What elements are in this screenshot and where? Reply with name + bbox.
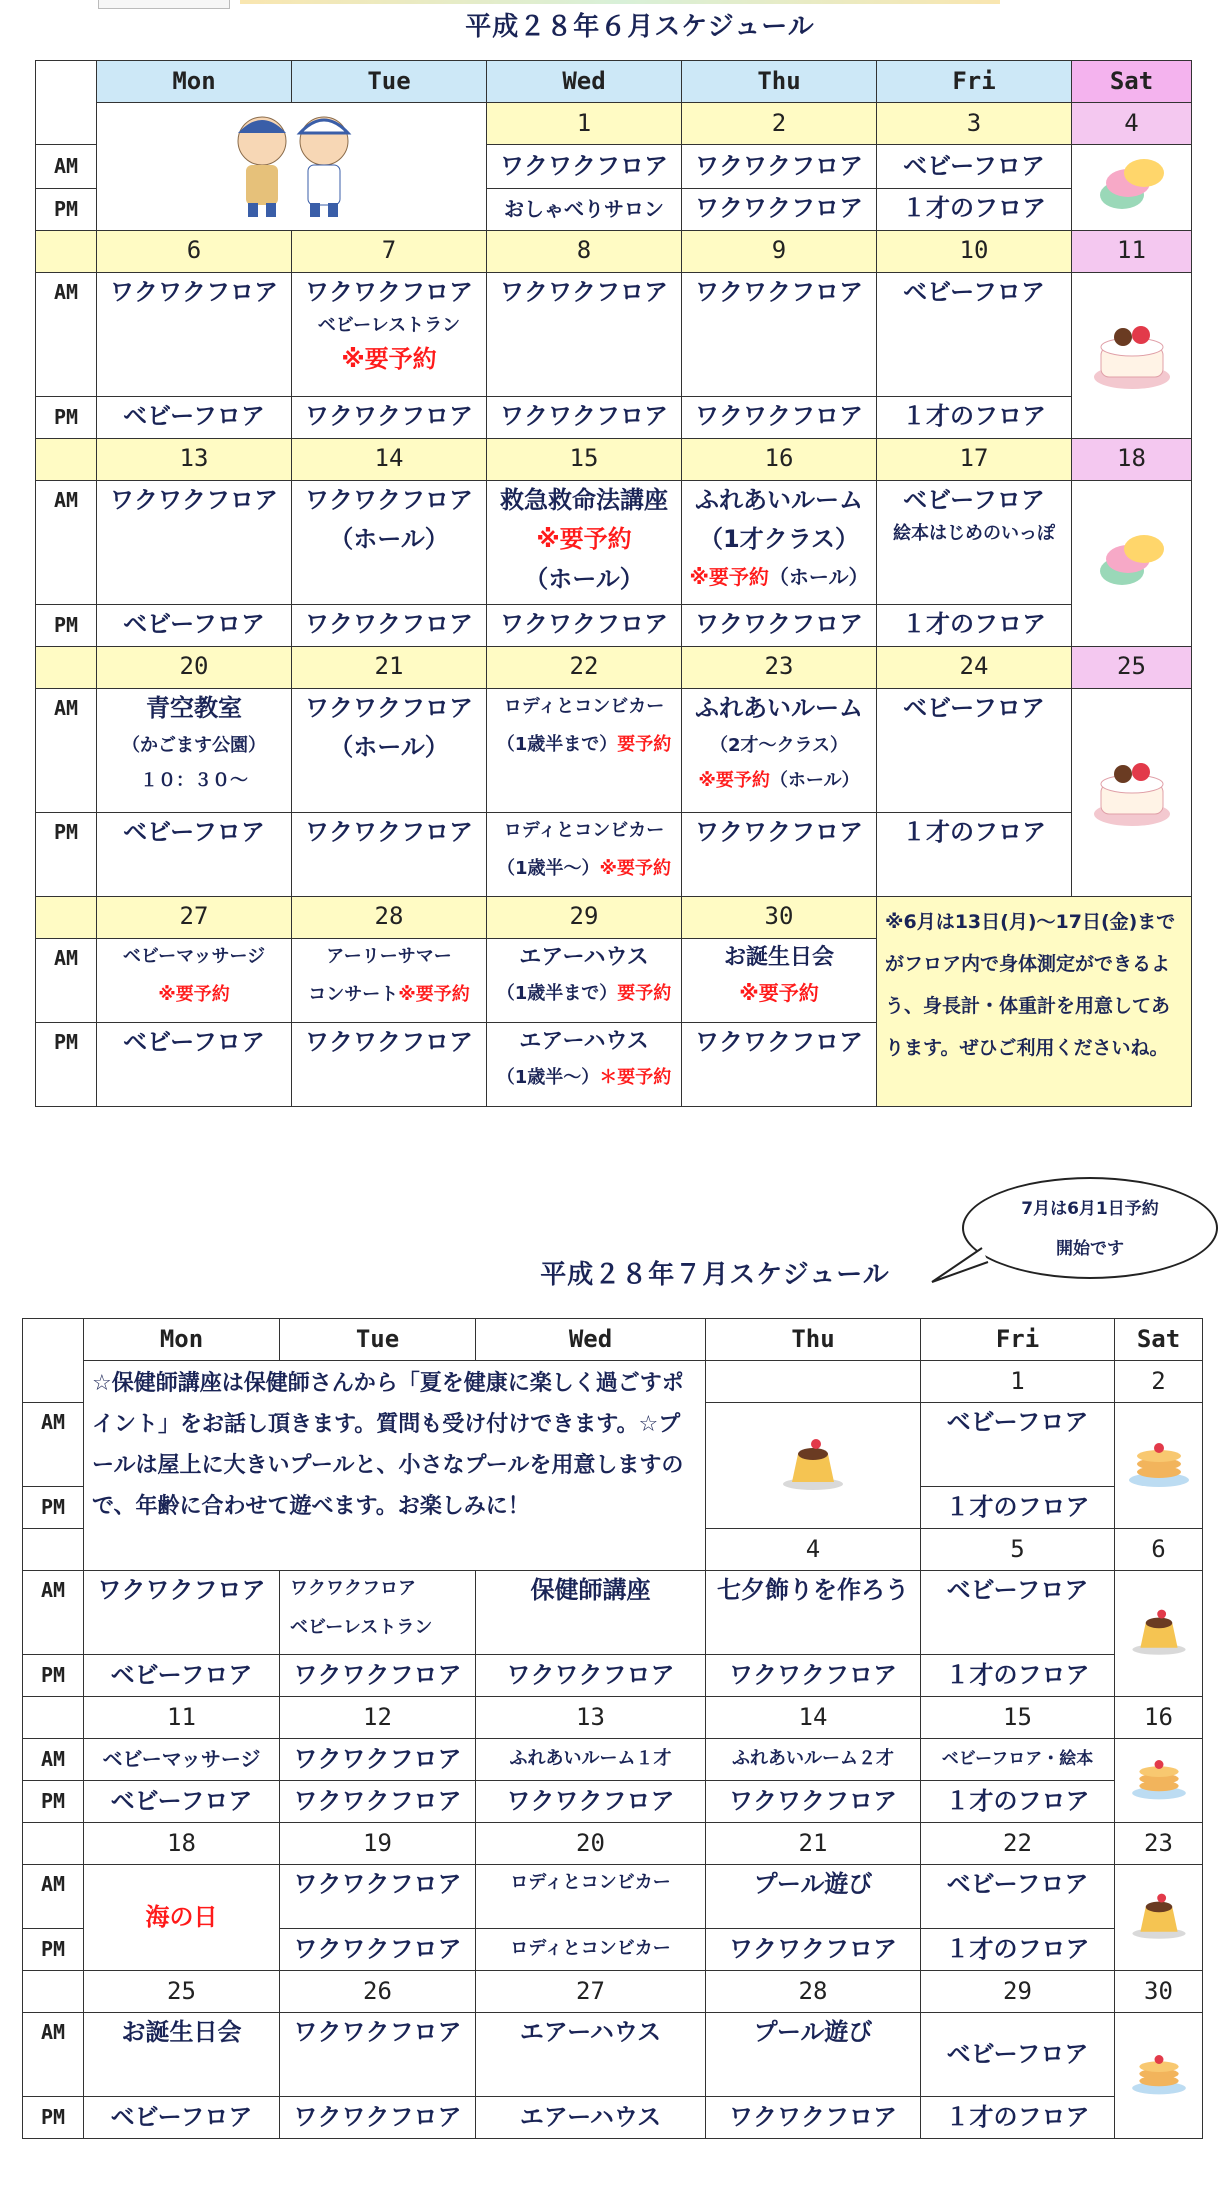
header-mon: Mon	[84, 1319, 280, 1361]
day-19: 19	[280, 1823, 476, 1865]
day-21: 21	[706, 1823, 921, 1865]
event-cell	[487, 1022, 682, 1106]
event-line: （1歳半まで）	[496, 982, 618, 1004]
day-4: 4	[706, 1529, 921, 1571]
reservation-note: 要予約	[617, 734, 672, 756]
event-cell: １才のフロア	[921, 1487, 1115, 1529]
bubble-line: 開始です	[1056, 1239, 1124, 1259]
holiday-cell: 海の日	[84, 1865, 280, 1971]
day-9: 9	[682, 230, 877, 272]
event-cell: ワクワクフロア	[292, 812, 487, 896]
event-cell: ベビーフロア	[921, 1403, 1115, 1487]
event-line: （ホール）	[769, 769, 860, 791]
day-20: 20	[97, 646, 292, 688]
event-cell: ワクワクフロア	[682, 188, 877, 230]
pm-label: PM	[23, 1655, 84, 1697]
pancake-cell	[1115, 1403, 1203, 1529]
macaron-icon	[1092, 527, 1172, 593]
event-cell: エアーハウス	[476, 2013, 706, 2097]
event-cell: ベビーフロア	[877, 688, 1072, 812]
event-cell: ワクワクフロア	[682, 145, 877, 189]
event-line: ベビーマッサージ	[122, 945, 266, 967]
event-cell: ベビーフロア	[921, 2013, 1115, 2097]
day-16: 16	[682, 438, 877, 480]
day-30: 30	[1115, 1971, 1203, 2013]
event-line: （2才～クラス）	[710, 735, 848, 757]
day-26: 26	[280, 1971, 476, 2013]
header-tue: Tue	[292, 61, 487, 103]
header-fri: Fri	[877, 61, 1072, 103]
macaron-icon	[1092, 151, 1172, 217]
header-thu: Thu	[706, 1319, 921, 1361]
event-cell: ワクワクフロア	[487, 272, 682, 396]
event-line: （ホール）	[524, 564, 644, 593]
bubble-tail-icon	[930, 1240, 990, 1290]
pudding-cell	[1115, 1865, 1203, 1971]
day-14: 14	[292, 438, 487, 480]
event-cell: ベビーフロア	[97, 1022, 292, 1106]
event-cell: ワクワクフロア	[97, 480, 292, 604]
reservation-note: ＊要予約	[599, 1066, 672, 1088]
pm-label: PM	[23, 2097, 84, 2139]
kids-illustration-cell	[97, 103, 487, 231]
cake-icon	[1089, 744, 1175, 834]
event-cell: ベビーフロア	[921, 1571, 1115, 1655]
event-cell: ワクワクフロア	[682, 1022, 877, 1106]
empty-cell	[706, 1361, 921, 1403]
event-cell: ベビーフロア	[84, 2097, 280, 2139]
day-13: 13	[97, 438, 292, 480]
event-cell	[487, 480, 682, 604]
day-23: 23	[1115, 1823, 1203, 1865]
event-cell: ワクワクフロア	[487, 396, 682, 438]
day-20: 20	[476, 1823, 706, 1865]
event-line: （かごます公園）	[122, 735, 266, 757]
reservation-note: ※要予約	[689, 564, 769, 589]
day-21: 21	[292, 646, 487, 688]
event-line: 絵本はじめのいっぽ	[893, 523, 1055, 545]
event-cell: ワクワクフロア	[97, 272, 292, 396]
event-line: お誕生日会	[723, 944, 834, 970]
day-22: 22	[921, 1823, 1115, 1865]
header-wed: Wed	[476, 1319, 706, 1361]
header-sat: Sat	[1115, 1319, 1203, 1361]
event-line: ワクワクフロア	[305, 277, 473, 306]
event-cell: おしゃべりサロン	[487, 188, 682, 230]
event-line: エアーハウス	[519, 1028, 649, 1054]
pm-label: PM	[36, 604, 97, 646]
reservation-bubble	[962, 1177, 1218, 1279]
event-cell: ワクワクフロア	[476, 1655, 706, 1697]
day-1: 1	[487, 103, 682, 145]
day-27: 27	[97, 896, 292, 938]
day-22: 22	[487, 646, 682, 688]
day-18: 18	[84, 1823, 280, 1865]
week-num-blank	[36, 438, 97, 480]
pudding-icon	[1128, 1602, 1190, 1658]
event-line: （ホール）	[329, 733, 449, 762]
event-cell: ワクワクフロア	[280, 1655, 476, 1697]
july-calendar	[22, 1318, 1203, 2139]
event-cell: ワクワクフロア	[706, 2097, 921, 2139]
day-25: 25	[1072, 646, 1192, 688]
am-label: AM	[23, 1403, 84, 1487]
day-14: 14	[706, 1697, 921, 1739]
am-label: AM	[23, 2013, 84, 2097]
event-cell: ワクワクフロア	[280, 2097, 476, 2139]
event-cell: １才のフロア	[921, 1655, 1115, 1697]
event-cell	[292, 938, 487, 1022]
event-cell: ベビーフロア・絵本	[921, 1739, 1115, 1781]
event-cell: ワクワクフロア	[476, 1781, 706, 1823]
day-25: 25	[84, 1971, 280, 2013]
event-line: 青空教室	[146, 693, 242, 722]
event-cell: エアーハウス	[476, 2097, 706, 2139]
day-1: 1	[921, 1361, 1115, 1403]
am-label: AM	[23, 1739, 84, 1781]
header-fri: Fri	[921, 1319, 1115, 1361]
bubble-line: 7月は6月1日予約	[1021, 1199, 1159, 1219]
reservation-note: ※要予約	[599, 858, 672, 880]
day-17: 17	[877, 438, 1072, 480]
pudding-icon	[1128, 1886, 1190, 1942]
event-cell: 保健師講座	[476, 1571, 706, 1655]
event-cell: ワクワクフロア	[280, 1865, 476, 1929]
event-cell: ワクワクフロア	[487, 604, 682, 646]
event-cell: プール遊び	[706, 2013, 921, 2097]
event-cell: ワクワクフロア	[292, 396, 487, 438]
event-line: ベビーレストラン	[317, 315, 461, 337]
reservation-note: ※要予約	[158, 984, 230, 1006]
am-label: AM	[36, 938, 97, 1022]
pudding-icon	[778, 1432, 848, 1492]
event-cell	[682, 688, 877, 812]
event-cell: ふれあいルーム２才	[706, 1739, 921, 1781]
event-cell: ベビーフロア	[84, 1655, 280, 1697]
pancake-icon	[1127, 1434, 1191, 1490]
day-29: 29	[921, 1971, 1115, 2013]
week-num-blank	[36, 646, 97, 688]
pm-label: PM	[23, 1929, 84, 1971]
event-line: １０：３０～	[140, 769, 248, 791]
week-num-blank	[23, 1823, 84, 1865]
event-cell: １才のフロア	[877, 188, 1072, 230]
event-cell: ロディとコンビカー	[476, 1929, 706, 1971]
day-15: 15	[487, 438, 682, 480]
event-line: ふれあいルーム	[695, 693, 863, 722]
day-7: 7	[292, 230, 487, 272]
corner-cell	[36, 61, 97, 145]
day-28: 28	[292, 896, 487, 938]
event-cell: １才のフロア	[877, 396, 1072, 438]
header-sat: Sat	[1072, 61, 1192, 103]
reservation-note: ※要予約	[739, 980, 819, 1005]
event-cell: ベビーフロア	[84, 1781, 280, 1823]
cake-icon	[1089, 307, 1175, 397]
reservation-note: 要予約	[617, 982, 672, 1004]
event-line: ロディとコンビカー	[503, 819, 665, 841]
event-cell: ワクワクフロア	[280, 1739, 476, 1781]
pudding-cell	[1115, 1571, 1203, 1697]
event-cell	[487, 938, 682, 1022]
day-23: 23	[682, 646, 877, 688]
event-cell: ベビーフロア	[97, 812, 292, 896]
week-num-blank	[23, 1971, 84, 2013]
week-num-blank	[36, 230, 97, 272]
event-cell: ワクワクフロア	[487, 145, 682, 189]
event-line: （1歳半まで）	[496, 734, 618, 756]
day-27: 27	[476, 1971, 706, 2013]
pm-label: PM	[36, 188, 97, 230]
event-line: ワクワクフロア	[305, 485, 473, 514]
event-line: ベビーレストラン	[290, 1616, 433, 1638]
event-cell: ワクワクフロア	[682, 604, 877, 646]
event-cell: ロディとコンビカー	[476, 1865, 706, 1929]
corner-cell	[23, 1319, 84, 1403]
event-cell: ワクワクフロア	[706, 1929, 921, 1971]
event-line: （ホール）	[329, 525, 449, 554]
event-cell: １才のフロア	[877, 812, 1072, 896]
day-28: 28	[706, 1971, 921, 2013]
event-cell	[292, 272, 487, 396]
day-16: 16	[1115, 1697, 1203, 1739]
june-title: 平成２８年６月スケジュール	[465, 12, 815, 42]
day-29: 29	[487, 896, 682, 938]
event-cell: ワクワクフロア	[706, 1781, 921, 1823]
event-cell	[97, 938, 292, 1022]
day-24: 24	[877, 646, 1072, 688]
event-cell: ワクワクフロア	[292, 604, 487, 646]
event-cell	[877, 480, 1072, 604]
event-cell	[682, 480, 877, 604]
event-line: （1歳半～）	[496, 1066, 600, 1088]
week-num-blank	[23, 1529, 84, 1571]
event-line: ワクワクフロア	[290, 1578, 416, 1599]
july-info-note: ☆保健師講座は保健師さんから「夏を健康に楽しく過ごすポイント」をお話し頂きます。質問も受け付けできます。☆プールは屋上に大きいプールと、小さなプールを用意しますので、年齢に合わせて遊べます。お楽しみに！	[84, 1361, 706, 1571]
event-line: （ホール）	[768, 564, 869, 589]
day-2: 2	[1115, 1361, 1203, 1403]
day-4: 4	[1072, 103, 1192, 145]
event-line: ベビーフロア	[903, 485, 1045, 514]
event-cell: ベビーフロア	[97, 396, 292, 438]
event-cell: ベビーフロア	[921, 1865, 1115, 1929]
event-cell	[682, 938, 877, 1022]
am-label: AM	[23, 1865, 84, 1929]
event-line: （1歳半～）	[496, 858, 600, 880]
cake-cell	[1072, 688, 1192, 896]
event-cell: ベビーマッサージ	[84, 1739, 280, 1781]
event-cell: １才のフロア	[921, 2097, 1115, 2139]
am-label: AM	[23, 1571, 84, 1655]
event-cell: ワクワクフロア	[682, 396, 877, 438]
event-line: エアーハウス	[519, 944, 649, 970]
event-cell	[292, 480, 487, 604]
day-6: 6	[97, 230, 292, 272]
event-cell: プール遊び	[706, 1865, 921, 1929]
am-label: AM	[36, 688, 97, 812]
pm-label: PM	[23, 1487, 84, 1529]
header-mon: Mon	[97, 61, 292, 103]
event-cell: ワクワクフロア	[706, 1655, 921, 1697]
event-cell	[487, 812, 682, 896]
day-5: 5	[921, 1529, 1115, 1571]
day-15: 15	[921, 1697, 1115, 1739]
event-cell: ワクワクフロア	[682, 272, 877, 396]
event-cell: ワクワクフロア	[292, 1022, 487, 1106]
event-cell: １才のフロア	[921, 1781, 1115, 1823]
event-line: アーリーサマー	[326, 945, 452, 967]
june-calendar	[35, 60, 1192, 1107]
event-cell: 七夕飾りを作ろう	[706, 1571, 921, 1655]
top-decoration-stripe	[240, 0, 1000, 4]
event-cell: ワクワクフロア	[280, 1929, 476, 1971]
day-12: 12	[280, 1697, 476, 1739]
day-2: 2	[682, 103, 877, 145]
day-18: 18	[1072, 438, 1192, 480]
event-line: （1才クラス）	[699, 525, 859, 554]
event-cell	[97, 688, 292, 812]
july-title: 平成２８年７月スケジュール	[540, 1260, 890, 1290]
event-line: 救急救命法講座	[500, 485, 668, 514]
top-decoration	[98, 0, 230, 9]
reservation-note: ※要予約	[698, 769, 770, 791]
am-label: AM	[36, 145, 97, 189]
day-6: 6	[1115, 1529, 1203, 1571]
day-8: 8	[487, 230, 682, 272]
measurement-note: ※6月は13日(月)～17日(金)までがフロア内で身体測定ができるよう、身長計・体重計を用意してあります。ぜひご利用くださいね。	[877, 896, 1192, 1106]
event-cell	[487, 688, 682, 812]
day-13: 13	[476, 1697, 706, 1739]
header-thu: Thu	[682, 61, 877, 103]
event-cell: ワクワクフロア	[280, 1781, 476, 1823]
kids-icon	[212, 103, 372, 223]
pm-label: PM	[36, 1022, 97, 1106]
event-cell: ふれあいルーム１才	[476, 1739, 706, 1781]
macaron-cell	[1072, 145, 1192, 231]
reservation-note: ※要予約	[398, 984, 470, 1006]
day-30: 30	[682, 896, 877, 938]
cake-cell	[1072, 272, 1192, 438]
pancake-icon	[1130, 2047, 1188, 2097]
event-cell: ベビーフロア	[877, 145, 1072, 189]
week-num-blank	[23, 1697, 84, 1739]
event-line: ふれあいルーム	[695, 485, 863, 514]
pancake-cell	[1115, 1739, 1203, 1823]
pudding-cell	[706, 1403, 921, 1529]
reservation-note: ※要予約	[341, 345, 437, 374]
pancake-cell	[1115, 2013, 1203, 2139]
day-10: 10	[877, 230, 1072, 272]
macaron-cell	[1072, 480, 1192, 646]
pancake-icon	[1130, 1752, 1188, 1802]
header-tue: Tue	[280, 1319, 476, 1361]
event-cell: お誕生日会	[84, 2013, 280, 2097]
event-line: コンサート	[308, 984, 399, 1006]
event-line: ワクワクフロア	[305, 693, 473, 722]
week-num-blank	[36, 896, 97, 938]
event-cell: １才のフロア	[877, 604, 1072, 646]
pm-label: PM	[36, 812, 97, 896]
event-line: ロディとコンビカー	[503, 695, 665, 717]
reservation-note: ※要予約	[536, 525, 632, 554]
event-cell: ベビーフロア	[877, 272, 1072, 396]
day-11: 11	[1072, 230, 1192, 272]
event-cell: ワクワクフロア	[682, 812, 877, 896]
event-cell: ワクワクフロア	[84, 1571, 280, 1655]
event-cell: ワクワクフロア	[280, 2013, 476, 2097]
am-label: AM	[36, 480, 97, 604]
event-cell: １才のフロア	[921, 1929, 1115, 1971]
pm-label: PM	[36, 396, 97, 438]
day-3: 3	[877, 103, 1072, 145]
event-cell	[292, 688, 487, 812]
header-wed: Wed	[487, 61, 682, 103]
event-cell: ベビーフロア	[97, 604, 292, 646]
event-cell	[280, 1571, 476, 1655]
day-11: 11	[84, 1697, 280, 1739]
pm-label: PM	[23, 1781, 84, 1823]
am-label: AM	[36, 272, 97, 396]
